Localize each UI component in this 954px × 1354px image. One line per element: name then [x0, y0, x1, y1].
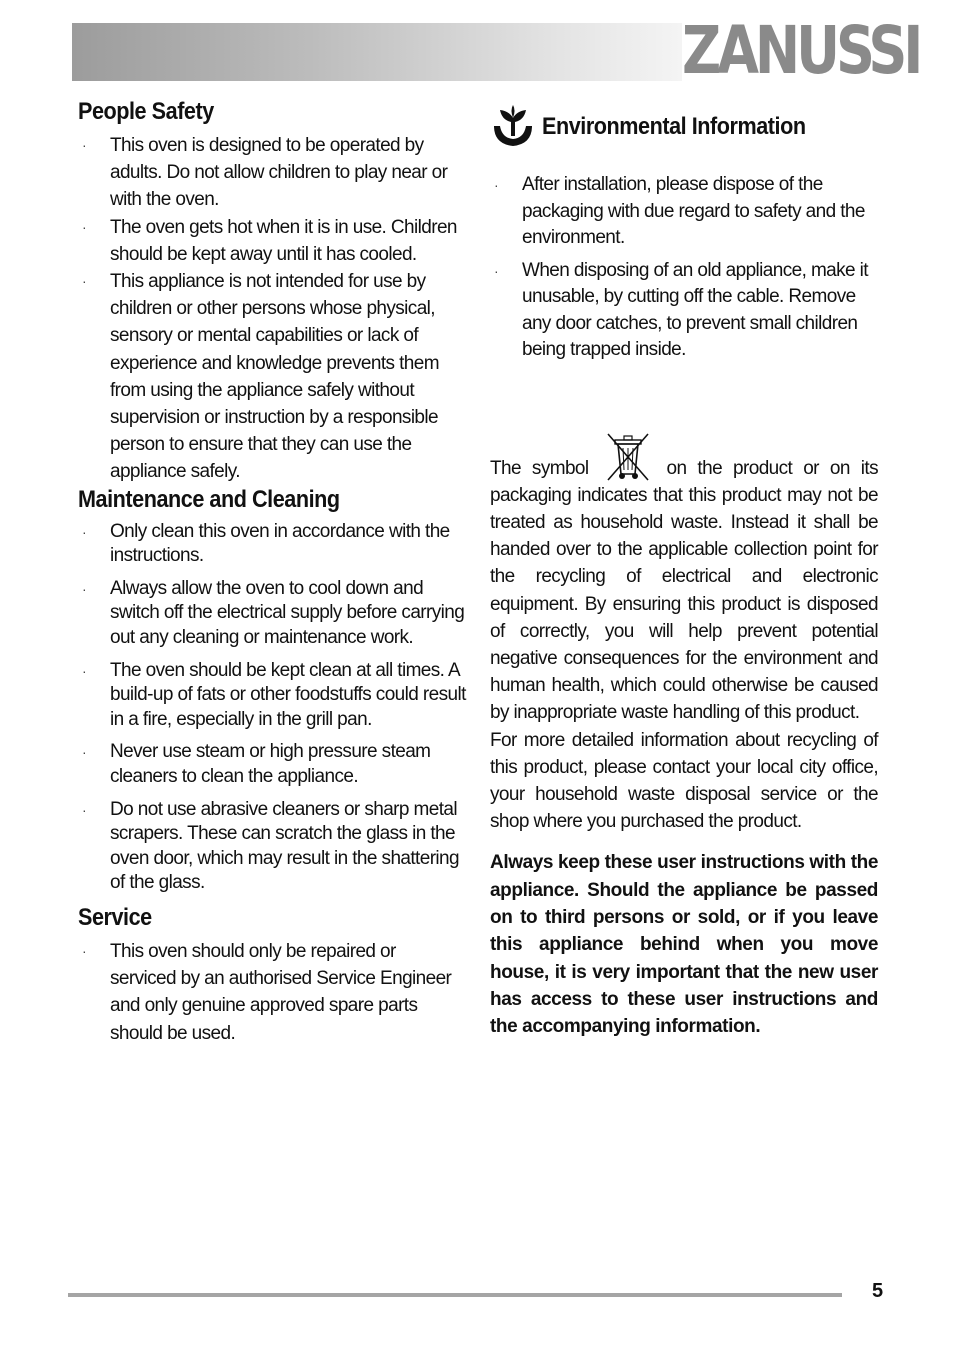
- bullet-dot: ·: [82, 273, 87, 290]
- left-column: [78, 98, 466, 1047]
- people-safety-list: [78, 132, 466, 486]
- list-item-text: The oven gets hot when it is in use. Children should be kept away until it has cooled.: [110, 216, 457, 265]
- right-column: [490, 104, 878, 1040]
- maintenance-title: Maintenance and Cleaning: [78, 485, 340, 513]
- list-item: [78, 268, 466, 486]
- crossed-out-bin-icon: [602, 430, 654, 482]
- bullet-dot: ·: [82, 662, 87, 679]
- environment-title: Environmental Information: [542, 113, 806, 140]
- list-item-text: Only clean this oven in accordance with the instructions.: [110, 520, 450, 567]
- list-item: [78, 520, 466, 569]
- list-item-text: This appliance is not intended for use by children or other persons whose physical, sensory or mental capabilities or lack of experience and knowledge prevents them from using the appliance safely without supervision or instruction by a responsible person to ensure that they can use the appliance safely.: [110, 271, 439, 483]
- environment-plant-icon: [490, 104, 536, 150]
- bullet-dot: ·: [82, 523, 87, 540]
- bullet-dot: ·: [494, 177, 499, 193]
- list-item-text: This oven should only be repaired or serviced by an authorised Service Engineer and only genuine approved spare parts should be used.: [110, 940, 452, 1044]
- list-item: [490, 258, 878, 364]
- list-item-text: Never use steam or high pressure steam cleaners to clean the appliance.: [110, 741, 431, 787]
- maintenance-list: [78, 520, 466, 896]
- bullet-dot: ·: [82, 580, 87, 597]
- list-item-text: Always allow the oven to cool down and switch off the electrical supply before carrying out any cleaning or maintenance work.: [110, 577, 465, 649]
- list-item: [78, 214, 466, 268]
- list-item: [490, 172, 878, 252]
- list-item-text: Do not use abrasive cleaners or sharp metal scrapers. These can scratch the glass in the oven door, which may result in the shattering of the glass.: [110, 798, 459, 894]
- list-item: [78, 938, 466, 1047]
- list-item-text: The oven should be kept clean at all times. A build-up of fats or other foodstuffs could result in a fire, especially in the grill pan.: [110, 659, 466, 730]
- weee-paragraph: [490, 430, 878, 836]
- bullet-dot: ·: [82, 942, 87, 959]
- list-item: [78, 659, 466, 733]
- environment-header: [490, 104, 878, 150]
- keep-instructions-note: Always keep these user instructions with the appliance. Should the appliance be passed on to third persons or sold, or if you leave this appliance behind when you move house, it is very important that the new user has access to these user instructions and the accompanying information.: [490, 852, 878, 1038]
- weee-text-before: The symbol: [490, 457, 589, 479]
- bullet-dot: ·: [82, 218, 87, 235]
- bullet-dot: ·: [82, 801, 87, 818]
- page-number: 5: [872, 1280, 884, 1302]
- list-item-text: This oven is designed to be operated by adults. Do not allow children to play near or with the oven.: [110, 135, 448, 211]
- service-list: [78, 938, 466, 1047]
- weee-text-after: on the product or on its packaging indicates that this product may not be treated as household waste. Instead it shall be handed over to the applicable collection point for the recycling of electrical and electronic equipment. By ensuring this product is disposed of correctly, you will help prevent potential negative consequences for the environment and human health, which could otherwise be caused by inappropriate waste handling of this product.: [490, 457, 879, 724]
- bullet-dot: ·: [494, 262, 499, 279]
- header-bar: [72, 23, 682, 81]
- bullet-dot: ·: [82, 137, 87, 153]
- weee-more-info: For more detailed information about recycling of this product, please contact your local city office, your household waste disposal service or the shop where you purchased the product.: [490, 729, 878, 833]
- service-title: Service: [78, 903, 152, 931]
- brand-logo: ZANUSSI: [682, 12, 920, 89]
- list-item: [78, 798, 466, 896]
- list-item-text: When disposing of an old appliance, make it unusable, by cutting off the cable. Remove any door catches, to prevent small children being trapped inside.: [522, 259, 868, 360]
- environment-list: [490, 172, 878, 364]
- list-item: [78, 132, 466, 214]
- bullet-dot: ·: [82, 744, 87, 761]
- people-safety-title: People Safety: [78, 98, 214, 125]
- list-item-text: After installation, please dispose of the packaging with due regard to safety and the environment.: [522, 174, 865, 248]
- footer-rule: [68, 1293, 842, 1297]
- list-item: [78, 577, 466, 651]
- list-item: [78, 740, 466, 789]
